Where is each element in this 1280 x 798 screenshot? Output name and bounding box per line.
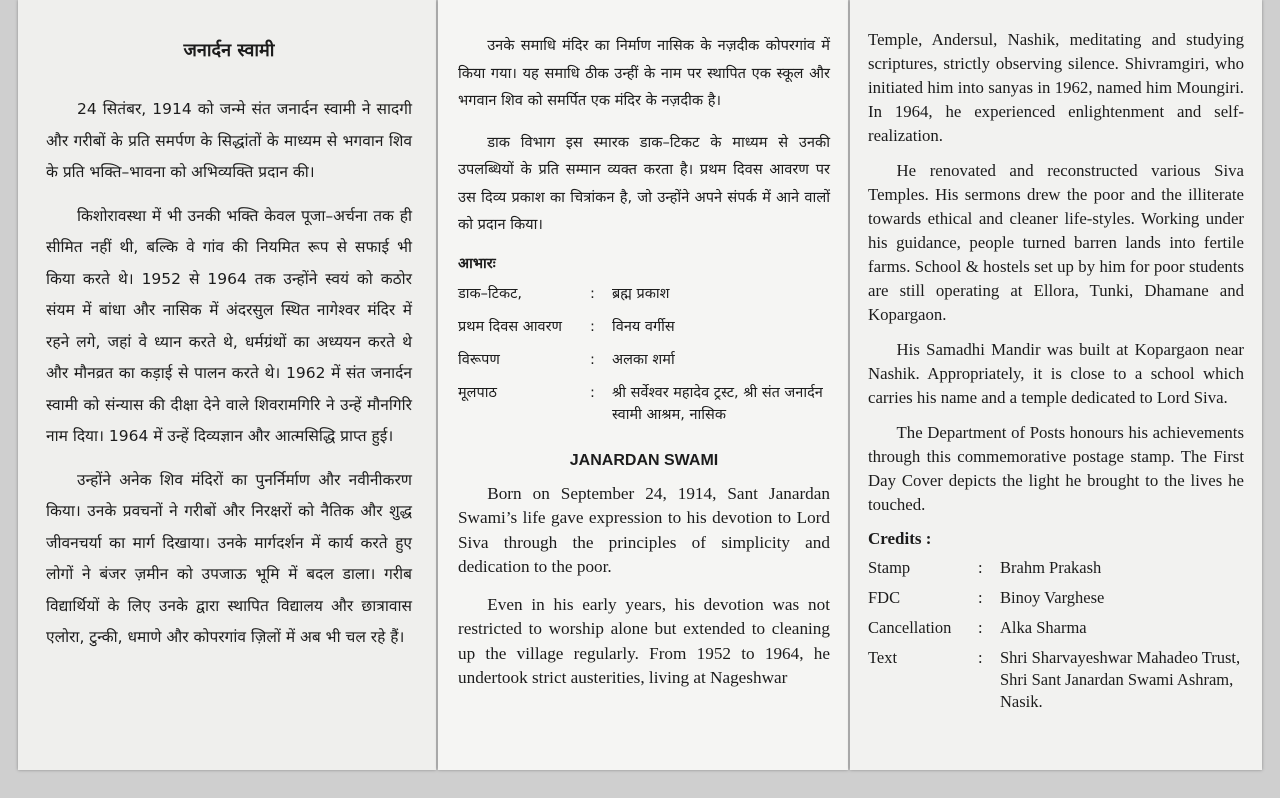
credit-label: Cancellation: [868, 618, 952, 637]
english-credits: [868, 529, 1244, 713]
english-credit-row: [868, 647, 1244, 713]
credit-value: श्री सर्वेश्वर महादेव ट्रस्ट, श्री संत जनार्दन स्वामी आश्रम, नासिक: [612, 384, 823, 423]
credit-value: Shri Sharvayeshwar Mahadeo Trust, Shri Sant Janardan Swami Ashram, Nasik.: [1000, 648, 1241, 711]
credit-label: Text: [868, 648, 898, 667]
credit-colon: :: [978, 588, 983, 607]
credit-value: Alka Sharma: [1000, 618, 1087, 637]
credit-label: विरूपण: [458, 351, 500, 368]
credit-label: मूलपाठ: [458, 384, 497, 401]
credit-value: Binoy Varghese: [1000, 588, 1105, 607]
hindi-title: जनार्दन स्वामी: [183, 40, 275, 61]
english-paragraph-4: His Samadhi Mandir was built at Kopargaon near Nashik. Appropriately, it is close to a school which carries his name and a temple dedicated to Lord Siva.: [868, 340, 1244, 407]
english-paragraph-3: He renovated and reconstructed various Siva Temples. His sermons drew the poor and the illiterate towards ethical and cleaner life-styles. Working under his guidance, people turned barren lands into fertile farms. School & hostels set up by him for poor students are still operating at Ellora, Tunki, Dhamane and Kopargaon.: [868, 161, 1244, 324]
hindi-credits: [458, 253, 830, 426]
hindi-paragraph-5: डाक विभाग इस स्मारक डाक–टिकट के माध्यम से उनकी उपलब्धियों के प्रति सम्मान व्यक्त करता है। प्रथम दिवस आवरण पर उस दिव्य प्रकाश का चित्रांकन है, जो उन्होंने अपने संपर्क में आने वालों को प्रदान किया।: [458, 133, 830, 233]
credit-colon: :: [978, 648, 983, 667]
credit-colon: :: [978, 558, 983, 577]
hindi-credits-heading: आभारः: [458, 255, 496, 272]
credit-label: Stamp: [868, 558, 911, 577]
english-paragraph-1: Born on September 24, 1914, Sant Janardan Swami’s life gave expression to his devotion to Lord Siva through the principles of simplicity and dedication to the poor.: [458, 483, 830, 576]
credit-value: विनय वर्गीस: [612, 318, 675, 335]
credit-colon: :: [590, 318, 595, 335]
english-credits-heading: Credits :: [868, 529, 932, 548]
hindi-paragraph-1: 24 सितंबर, 1914 को जन्मे संत जनार्दन स्वामी ने सादगी और गरीबों के प्रति समर्पण के सिद्धांतों के माध्यम से भगवान शिव के प्रति भक्ति–भावना को अभिव्यक्ति प्रदान की।: [46, 100, 412, 181]
hindi-paragraph-3: उन्होंने अनेक शिव मंदिरों का पुनर्निर्माण और नवीनीकरण किया। उनके प्रवचनों ने गरीबों और निरक्षरों को नैतिक और शुद्ध जीवनचर्या का मार्ग दिखाया। उनके मार्गदर्शन में कार्य करते हुए लोगों ने बंजर ज़मीन को उपजाऊ भूमि में बदल डाला। गरीब विद्यार्थियों के लिए उनके द्वारा स्थापित विद्यालय और छात्रावास एलोरा, टुन्की, धमाणे और कोपरगांव ज़िलों में अब भी चल रहे हैं।: [46, 470, 412, 646]
panel-english-right: [850, 0, 1262, 770]
hindi-credit-row: [458, 316, 830, 338]
hindi-credit-row: [458, 382, 830, 426]
panel-middle: [438, 0, 848, 770]
english-paragraph-2a: Even in his early years, his devotion was not restricted to worship alone but extended to cleaning up the village regularly. From 1952 to 1964, he undertook strict austerities, living at Nageshwar: [458, 594, 830, 687]
english-paragraph-5: The Department of Posts honours his achievements through this commemorative postage stamp. The First Day Cover depicts the light he brought to the lives he touched.: [868, 423, 1244, 514]
english-paragraph-2b: Temple, Andersul, Nashik, meditating and studying scriptures, strictly observing silence. Shivramgiri, who initiated him into sanyas in 1962, named him Moungiri. In 1964, he experienced enlightenment and self-realization.: [868, 30, 1244, 145]
credit-colon: :: [590, 351, 595, 368]
credit-value: ब्रह्म प्रकाश: [612, 285, 670, 302]
credit-label: प्रथम दिवस आवरण: [458, 318, 563, 335]
panel-hindi-left: [18, 0, 436, 770]
credit-colon: :: [590, 285, 595, 302]
english-credit-row: [868, 617, 1244, 639]
hindi-paragraph-4: उनके समाधि मंदिर का निर्माण नासिक के नज़दीक कोपरगांव में किया गया। यह समाधि ठीक उन्हीं के नाम पर स्थापित एक स्कूल और भगवान शिव को समर्पित एक मंदिर के नज़दीक है।: [458, 37, 830, 109]
credit-label: FDC: [868, 588, 901, 607]
english-credit-row: [868, 587, 1244, 609]
english-credit-row: [868, 557, 1244, 579]
hindi-credit-row: [458, 283, 830, 305]
credit-value: Brahm Prakash: [1000, 558, 1102, 577]
credit-colon: :: [978, 618, 983, 637]
credit-label: डाक–टिकट,: [458, 285, 523, 302]
english-title: JANARDAN SWAMI: [569, 451, 719, 469]
credit-colon: :: [590, 384, 595, 401]
hindi-credit-row: [458, 349, 830, 371]
hindi-paragraph-2: किशोरावस्था में भी उनकी भक्ति केवल पूजा–अर्चना तक ही सीमित नहीं थी, बल्कि वे गांव की नियमित रूप से सफाई भी किया करते थे। 1952 से 1964 तक उन्होंने स्वयं को कठोर संयम में बांधा और नासिक में अंदरसुल स्थित नागेश्वर मंदिर में रहने लगे, जहां वे ध्यान करते थे, धर्मग्रंथों का अध्ययन करते थे और मौनव्रत का कड़ाई से पालन करते थे। 1962 में संत जनार्दन स्वामी को संन्यास की दीक्षा देने वाले शिवरामगिरि ने उन्हें मौनगिरि नाम दिया। 1964 में उन्हें दिव्यज्ञान और आत्मसिद्धि प्राप्त हुई।: [46, 206, 412, 445]
credit-value: अलका शर्मा: [612, 351, 675, 368]
